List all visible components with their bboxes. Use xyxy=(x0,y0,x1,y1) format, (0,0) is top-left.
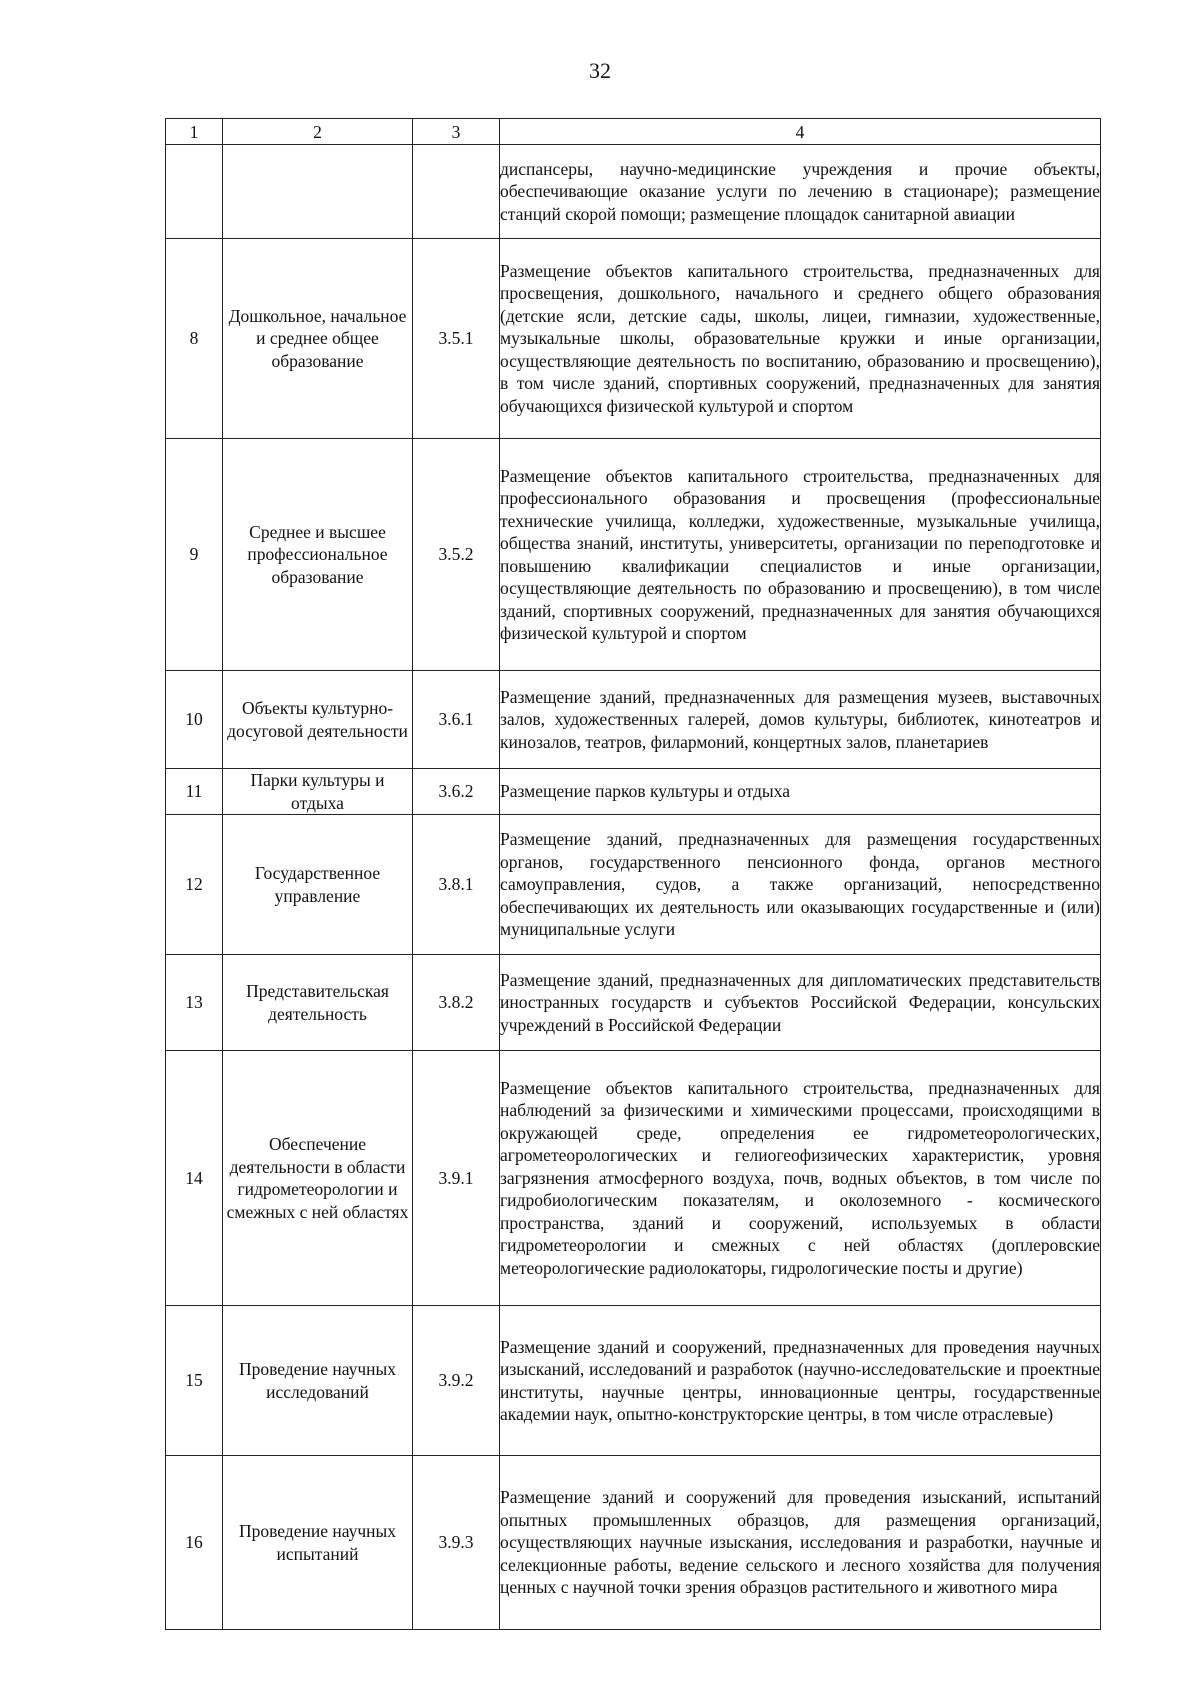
row-name: Объекты культурно-досуговой деятельности xyxy=(223,671,413,769)
table-row xyxy=(166,1456,1101,1630)
row-name xyxy=(223,145,413,239)
row-description: Размещение зданий и сооружений для проведения изысканий, испытаний опытных промышленных образцов, для размещения организаций, осуществляющих научные изыскания, исследования и разработки, научные и селекционные работы, ведение сельского и лесного хозяйства для получения ценных с научной точки зрения образцов растительного и животного мира xyxy=(500,1456,1101,1630)
row-number: 15 xyxy=(166,1306,223,1456)
table-row xyxy=(166,239,1101,439)
row-number: 8 xyxy=(166,239,223,439)
row-code: 3.6.2 xyxy=(413,769,500,815)
row-number: 13 xyxy=(166,955,223,1051)
row-code: 3.9.1 xyxy=(413,1051,500,1306)
row-description: Размещение объектов капитального строительства, предназначенных для профессионального образования и просвещения (профессиональные технические училища, колледжи, художественные, музыкальные училища, общества знаний, институты, университеты, организации по переподготовке и повышению квалификации специалистов и иные организации, осуществляющие деятельность по образованию и просвещению), в том числе зданий, спортивных сооружений, предназначенных для занятия обучающихся физической культурой и спортом xyxy=(500,439,1101,671)
table-row xyxy=(166,145,1101,239)
row-description: Размещение зданий, предназначенных для размещения государственных органов, государственного пенсионного фонда, органов местного самоуправления, судов, а также организаций, непосредственно обеспечивающих их деятельность или оказывающих государственные и (или) муниципальные услуги xyxy=(500,815,1101,955)
table-row xyxy=(166,955,1101,1051)
table-row xyxy=(166,439,1101,671)
row-number: 16 xyxy=(166,1456,223,1630)
row-number: 10 xyxy=(166,671,223,769)
row-description: Размещение парков культуры и отдыха xyxy=(500,769,1101,815)
row-name: Обеспечение деятельности в области гидрометеорологии и смежных с ней областях xyxy=(223,1051,413,1306)
table-row xyxy=(166,1306,1101,1456)
row-number: 14 xyxy=(166,1051,223,1306)
header-cell-2: 2 xyxy=(223,119,413,145)
header-cell-3: 3 xyxy=(413,119,500,145)
table-row xyxy=(166,1051,1101,1306)
table-row xyxy=(166,815,1101,955)
row-name: Проведение научных испытаний xyxy=(223,1456,413,1630)
row-code: 3.8.2 xyxy=(413,955,500,1051)
row-description: Размещение объектов капитального строительства, предназначенных для просвещения, дошкольного, начального и среднего общего образования (детские ясли, детские сады, школы, лицеи, гимназии, художественные, музыкальные школы, образовательные кружки и иные организации, осуществляющие деятельность по воспитанию, образованию и просвещению), в том числе зданий, спортивных сооружений, предназначенных для занятия обучающихся физической культурой и спортом xyxy=(500,239,1101,439)
row-code: 3.5.1 xyxy=(413,239,500,439)
row-number: 9 xyxy=(166,439,223,671)
row-code: 3.9.3 xyxy=(413,1456,500,1630)
table-row xyxy=(166,769,1101,815)
row-description: Размещение зданий, предназначенных для дипломатических представительств иностранных государств и субъектов Российской Федерации, консульских учреждений в Российской Федерации xyxy=(500,955,1101,1051)
row-description: Размещение объектов капитального строительства, предназначенных для наблюдений за физическими и химическими процессами, происходящими в окружающей среде, определения ее гидрометеорологических, агрометеорологических и гелиогеофизических характеристик, уровня загрязнения атмосферного воздуха, почв, водных объектов, в том числе по гидробиологическим показателям, и околоземного - космического пространства, зданий и сооружений, используемых в области гидрометеорологии и смежных с ней областях (доплеровские метеорологические радиолокаторы, гидрологические посты и другие) xyxy=(500,1051,1101,1306)
table-row xyxy=(166,671,1101,769)
row-name: Среднее и высшее профессиональное образование xyxy=(223,439,413,671)
row-number: 11 xyxy=(166,769,223,815)
row-number xyxy=(166,145,223,239)
row-description: Размещение зданий и сооружений, предназначенных для проведения научных изысканий, исследований и разработок (научно-исследовательские и проектные институты, научные центры, инновационные центры, государственные академии наук, опытно-конструкторские центры, в том числе отраслевые) xyxy=(500,1306,1101,1456)
row-name: Проведение научных исследований xyxy=(223,1306,413,1456)
table-header-row xyxy=(166,119,1101,145)
row-code xyxy=(413,145,500,239)
row-code: 3.8.1 xyxy=(413,815,500,955)
header-cell-1: 1 xyxy=(166,119,223,145)
row-description: Размещение зданий, предназначенных для размещения музеев, выставочных залов, художественных галерей, домов культуры, библиотек, кинотеатров и кинозалов, театров, филармоний, концертных залов, планетариев xyxy=(500,671,1101,769)
row-name: Государственное управление xyxy=(223,815,413,955)
row-code: 3.6.1 xyxy=(413,671,500,769)
row-name: Парки культуры и отдыха xyxy=(223,769,413,815)
row-name: Представительская деятельность xyxy=(223,955,413,1051)
page-number: 32 xyxy=(589,58,611,83)
row-number: 12 xyxy=(166,815,223,955)
row-code: 3.5.2 xyxy=(413,439,500,671)
row-code: 3.9.2 xyxy=(413,1306,500,1456)
header-cell-4: 4 xyxy=(500,119,1101,145)
row-name: Дошкольное, начальное и среднее общее образование xyxy=(223,239,413,439)
land-use-table xyxy=(165,118,1101,1630)
row-description: диспансеры, научно-медицинские учреждения и прочие объекты, обеспечивающие оказание услуги по лечению в стационаре); размещение станций скорой помощи; размещение площадок санитарной авиации xyxy=(500,145,1101,239)
